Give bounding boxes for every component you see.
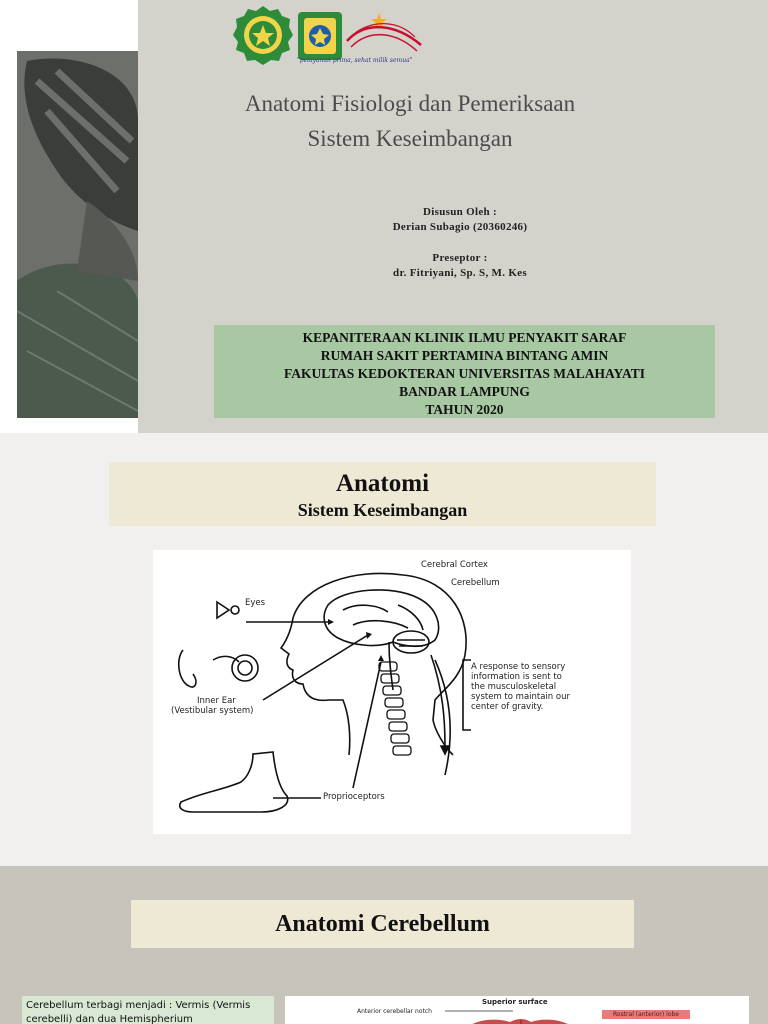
label-response	[471, 662, 611, 712]
logo-tagline: "pelayanan prima, sehat milik semua"	[297, 57, 413, 64]
preceptor-name: dr. Fitriyani, Sp. S, M. Kes	[393, 267, 527, 279]
label-eyes: Eyes	[245, 598, 266, 608]
title-line-2: Sistem Keseimbangan	[307, 126, 513, 151]
institution-line: KEPANITERAAN KLINIK ILMU PENYAKIT SARAF	[302, 330, 627, 345]
rostral-lobe-tag: Rostral (anterior) lobe	[602, 1010, 690, 1019]
figure-title: Superior surface	[482, 998, 548, 1006]
response-line: center of gravity.	[471, 702, 544, 712]
slide-heading-box	[109, 462, 656, 526]
monstera-leaf-image	[17, 51, 138, 418]
institution-line: TAHUN 2020	[425, 402, 504, 417]
response-line: system to maintain our	[471, 692, 570, 702]
label-cerebral-cortex: Cerebral Cortex	[421, 560, 488, 570]
response-line: A response to sensory	[471, 662, 566, 672]
institution-box	[214, 325, 715, 418]
balance-system-diagram	[153, 550, 631, 834]
malahayati-seal-icon	[233, 5, 293, 65]
leaf-decoration-panel	[0, 0, 138, 433]
pertamina-swoosh-icon	[345, 11, 423, 57]
institution-line: BANDAR LAMPUNG	[399, 384, 530, 399]
slide-subheading: Sistem Keseimbangan	[297, 500, 468, 520]
preceptor-label: Preseptor :	[432, 252, 488, 264]
figure-notch-label: Anterior cerebellar notch	[357, 1008, 432, 1015]
slide-heading: Anatomi Cerebellum	[275, 911, 490, 937]
cerebellum-slide	[0, 866, 768, 1024]
institution-line: RUMAH SAKIT PERTAMINA BINTANG AMIN	[320, 348, 609, 363]
label-proprioceptors: Proprioceptors	[323, 792, 385, 802]
response-line: information is sent to	[471, 672, 562, 682]
title-line-1: Anatomi Fisiologi dan Pemeriksaan	[244, 91, 576, 116]
cerebellum-diagram	[285, 996, 749, 1024]
title-slide	[0, 0, 768, 433]
cerebellum-note: Cerebellum terbagi menjadi : Vermis (Vermis cerebelli) dan dua Hemispherium	[22, 996, 274, 1024]
institution-line: FAKULTAS KEDOKTERAN UNIVERSITAS MALAHAYATI	[284, 366, 645, 381]
author-block	[360, 205, 560, 281]
prepared-by-label: Disusun Oleh :	[423, 206, 497, 218]
anatomy-slide	[0, 433, 768, 866]
response-line: the musculoskeletal	[471, 682, 557, 692]
slide-heading-box	[131, 900, 634, 948]
slide-heading: Anatomi	[335, 470, 430, 497]
presentation-title	[200, 86, 620, 156]
institution-logos	[233, 5, 433, 71]
label-inner-ear: Inner Ear	[197, 696, 236, 706]
prepared-by-name: Derian Subagio (20360246)	[392, 221, 528, 233]
hospital-seal-icon	[296, 10, 344, 62]
label-cerebellum: Cerebellum	[451, 578, 500, 588]
label-vestibular-system: (Vestibular system)	[171, 706, 254, 716]
